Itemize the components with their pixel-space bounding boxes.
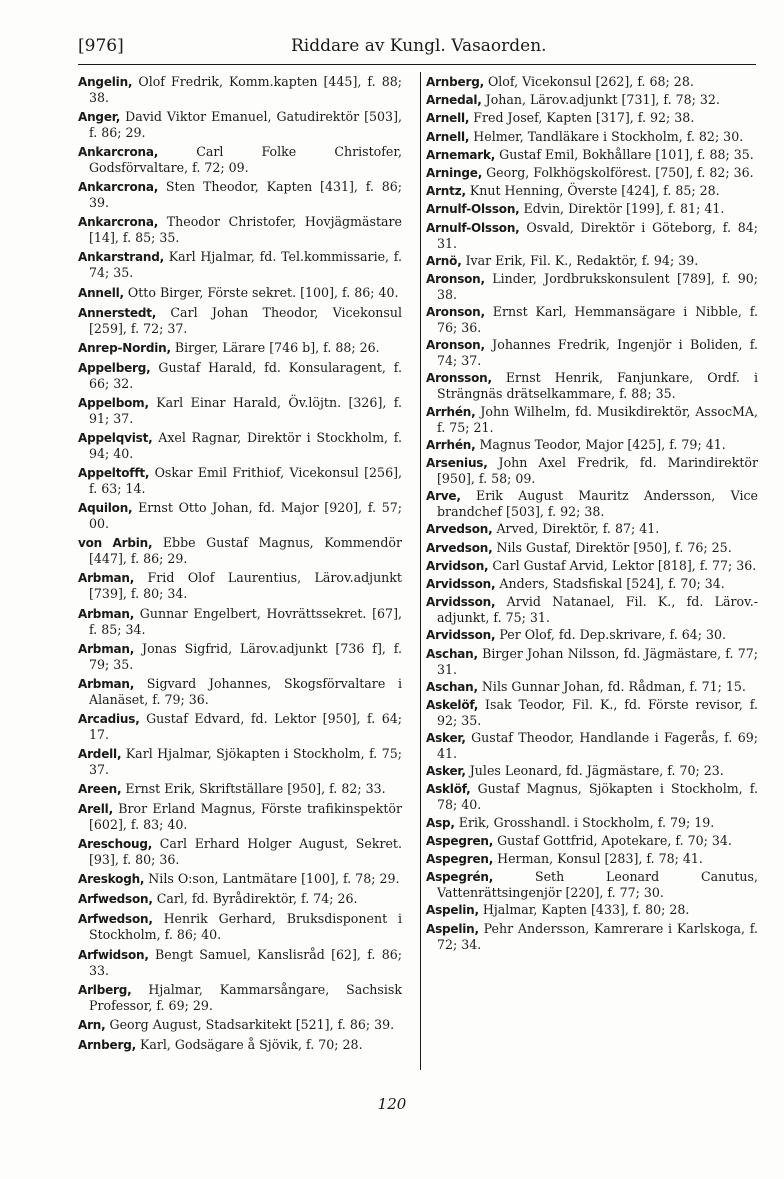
register-entry [78,801,402,832]
entry-surname: Asker, [426,731,466,746]
register-entry [426,902,758,918]
register-entry [426,558,758,574]
entry-surname: Arfwedson, [78,912,153,927]
entry-details: David Viktor Emanuel, Gatudirektör [503], f. 86; 29. [89,109,402,141]
entry-surname: Arninge, [426,165,483,180]
register-entry [426,833,758,849]
register-entry [78,891,402,907]
entry-surname: Appeltofft, [78,466,150,481]
register-entry [426,921,758,952]
entry-surname: Arbman, [78,676,135,691]
entry-details: Gustaf Theodor, Handlande i Fagerås, f. 69; 41. [437,730,758,762]
register-entry [426,110,758,126]
header-rule [78,64,756,65]
entry-details: Karl Einar Harald, Öv.löjtn. [326], f. 91; 37. [89,394,402,426]
register-entry [78,74,402,105]
register-entry [426,74,758,90]
register-entry [78,285,402,301]
entry-surname: Anrep-Nordin, [78,340,171,355]
entry-surname: Arnemark, [426,147,496,162]
entry-details: Hjalmar, Kapten [433], f. 80; 28. [478,902,690,918]
register-entry [426,594,758,625]
entry-surname: Annell, [78,285,124,300]
entry-surname: Arvidsson, [426,628,496,643]
entry-details: Gunnar Engelbert, Hovrättssekret. [67], f. 85; 34. [89,605,402,637]
register-entry [426,337,758,368]
entry-details: Gustaf Edvard, fd. Lektor [950], f. 64; 17. [89,710,402,742]
entry-details: Georg August, Stadsarkitekt [521], f. 86; 39. [105,1016,395,1032]
entry-surname: Aronson, [426,305,485,320]
page-header [78,36,756,60]
entry-surname: Aschan, [426,646,478,661]
register-entry [426,437,758,453]
entry-surname: Aspelin, [426,903,479,918]
register-entry [78,570,402,601]
entry-details: Knut Henning, Överste [424], f. 85; 28. [465,183,720,199]
register-entry [78,465,402,496]
entry-details: Hjalmar, Kammarsångare, Sachsisk Professor, f. 69; 29. [89,981,402,1013]
entry-details: Erik August Mauritz Andersson, Vice brandchef [503], f. 92; 38. [437,488,758,520]
entry-surname: Asklöf, [426,782,471,797]
register-entry [426,404,758,435]
entry-details: Karl, Godsägare å Sjövik, f. 70; 28. [135,1036,363,1052]
entry-surname: Aronsson, [426,371,492,386]
entry-surname: Askelöf, [426,697,479,712]
entry-surname: Areschoug, [78,837,153,852]
register-entry [426,851,758,867]
register-entry [426,220,758,251]
entry-surname: Arcadius, [78,711,140,726]
entry-details: Theodor Christofer, Hovjägmästare [14], f. 85; 35. [89,214,402,246]
entry-surname: Ankarstrand, [78,250,165,265]
register-entry [426,201,758,217]
entry-surname: Annerstedt, [78,305,157,320]
entry-details: Gustaf Emil, Bokhållare [101], f. 88; 35. [495,146,754,162]
entry-details: Osvald, Direktör i Göteborg, f. 84; 31. [437,219,758,251]
register-entry [78,781,402,797]
entry-surname: Arnulf-Olsson, [426,220,520,235]
register-entry [78,1037,402,1053]
register-entry [78,144,402,175]
entry-details: John Wilhelm, fd. Musikdirektör, AssocMA, f. 75; 21. [437,403,758,435]
entry-surname: Aschan, [426,679,478,694]
entry-details: Ernst Karl, Hemmansägare i Nibble, f. 76; 36. [437,304,758,336]
entry-details: Nils Gunnar Johan, fd. Rådman, f. 71; 15. [477,678,746,694]
register-entry [426,129,758,145]
entry-details: Birger, Lärare [746 b], f. 88; 26. [170,339,380,355]
entry-surname: Arnberg, [78,1037,136,1052]
entry-surname: Arnö, [426,253,462,268]
register-entry [78,214,402,245]
register-entry [426,781,758,812]
register-entry [426,147,758,163]
entry-surname: Arnberg, [426,75,484,89]
entry-details: Bror Erland Magnus, Förste trafikinspektör [602], f. 83; 40. [89,801,402,833]
entry-surname: Arnedal, [426,93,482,108]
entry-surname: Arnulf-Olsson, [426,202,520,217]
entry-details: Carl, fd. Byrådirektör, f. 74; 26. [152,891,358,907]
register-entry [78,430,402,461]
entry-surname: Arnell, [426,111,470,126]
entry-surname: Arbman, [78,641,135,656]
footer-page-number: 120 [377,1095,407,1113]
register-entry [426,253,758,269]
register-entry [78,871,402,887]
entry-surname: Arvidson, [426,558,489,573]
register-entry [426,697,758,728]
register-entry [426,627,758,643]
register-entry [78,535,402,566]
entry-surname: Ardell, [78,746,122,761]
entry-surname: Appelberg, [78,360,151,375]
register-entry [78,500,402,531]
entry-details: Bengt Samuel, Kanslisråd [62], f. 86; 33. [89,946,402,978]
entry-surname: Arfwidson, [78,947,149,962]
entry-details: Carl Folke Christofer, Godsförvaltare, f. 72; 09. [89,144,402,176]
register-entry [426,271,758,302]
entry-details: Carl Johan Theodor, Vicekonsul [259], f. 72; 37. [89,304,402,336]
entry-details: Karl Hjalmar, fd. Tel.kommissarie, f. 74; 35. [89,249,402,281]
register-entry [78,360,402,391]
entry-surname: Anger, [78,110,121,125]
entry-details: Georg, Folkhögskolförest. [750], f. 82; 36. [482,164,754,180]
entry-details: Herman, Konsul [283], f. 78; 41. [493,851,703,866]
entry-details: Carl Gustaf Arvid, Lektor [818], f. 77; 36. [488,557,757,573]
entry-details: Arvid Natanael, Fil. K., fd. Lärov.-adjunkt, f. 75; 31. [437,594,758,626]
register-entry [78,179,402,210]
entry-details: John Axel Fredrik, fd. Marindirektör [950], f. 58; 09. [437,455,758,486]
entry-surname: Arsenius, [426,456,488,470]
entry-surname: Arvidsson, [426,595,496,610]
entry-surname: Aspegren, [426,833,494,848]
entry-surname: Arn, [78,1017,106,1032]
entry-surname: Aquilon, [78,501,133,516]
running-title: Riddare av Kungl. Vasaorden. [291,36,547,56]
register-entry [78,947,402,978]
register-entry [78,911,402,942]
register-entry [78,641,402,672]
entry-surname: Aspegren, [426,852,494,866]
register-entry [78,711,402,742]
entry-surname: Asp, [426,815,455,830]
entry-details: Jonas Sigfrid, Lärov.adjunkt [736 f], f. 79; 35. [89,640,402,672]
left-column [78,74,402,1057]
entry-details: Ivar Erik, Fil. K., Redaktör, f. 94; 39. [461,252,699,268]
register-entry [78,836,402,867]
entry-details: Erik, Grosshandl. i Stockholm, f. 79; 19. [454,814,715,830]
entry-details: Sigvard Johannes, Skogsförvaltare i Alanäset, f. 79; 36. [89,675,402,707]
entry-surname: Aronson, [426,338,485,353]
entry-surname: Angelin, [78,75,133,89]
column-divider [420,72,421,1070]
register-entry [426,679,758,695]
register-entry [426,815,758,831]
register-entry [78,982,402,1013]
entry-surname: Arrhén, [426,404,476,419]
entry-details: Edvin, Direktör [199], f. 81; 41. [519,201,725,217]
entry-details: Gustaf Magnus, Sjökapten i Stockholm, f. 78; 40. [437,781,758,813]
entry-surname: Ankarcrona, [78,215,159,230]
entry-details: Frid Olof Laurentius, Lärov.adjunkt [739], f. 80; 34. [89,570,402,602]
entry-details: Ebbe Gustaf Magnus, Kommendör [447], f. 86; 29. [89,535,402,567]
register-entry [78,109,402,140]
register-entry [426,165,758,181]
entry-surname: Areen, [78,781,122,796]
entry-details: Linder, Jordbrukskonsulent [789], f. 90; 38. [437,270,758,302]
entry-surname: Aspegrén, [426,870,494,885]
register-entry [426,540,758,556]
register-entry [426,521,758,537]
entry-details: Nils O:son, Lantmätare [100], f. 78; 29. [144,871,400,887]
register-entry [426,304,758,335]
entry-surname: Arbman, [78,571,135,586]
register-entry [78,606,402,637]
entry-surname: Arnell, [426,129,470,144]
entry-surname: Arntz, [426,184,466,199]
entry-surname: Arlberg, [78,982,132,997]
register-entry [426,730,758,761]
entry-details: Johan, Lärov.adjunkt [731], f. 78; 32. [481,92,720,108]
register-entry [78,676,402,707]
register-entry [426,455,758,486]
entry-details: Pehr Andersson, Kamrerare i Karlskoga, f. 72; 34. [437,920,758,952]
register-entry [426,646,758,677]
entry-surname: Arrhén, [426,437,476,452]
entry-surname: Arell, [78,802,113,817]
entry-details: Otto Birger, Förste sekret. [100], f. 86; 40. [123,284,399,300]
register-entry [78,746,402,777]
entry-details: Gustaf Harald, fd. Konsularagent, f. 66; 32. [89,359,402,391]
register-entry [78,249,402,280]
entry-details: Magnus Teodor, Major [425], f. 79; 41. [475,436,726,452]
entry-details: Olof, Vicekonsul [262], f. 68; 28. [483,74,694,89]
entry-surname: Arbman, [78,606,135,621]
entry-surname: Arvedson, [426,540,493,555]
entry-details: Seth Leonard Canutus, Vattenrättsingenjör [220], f. 77; 30. [437,869,758,901]
register-entry [78,395,402,426]
register-entry [426,183,758,199]
entry-details: Ernst Erik, Skriftställare [950], f. 82; 33. [121,780,386,796]
entry-details: Ernst Otto Johan, fd. Major [920], f. 57; 00. [89,500,402,532]
entry-details: Karl Hjalmar, Sjökapten i Stockholm, f. 75; 37. [89,745,402,777]
entry-details: Oskar Emil Frithiof, Vicekonsul [256], f. 63; 14. [89,465,402,497]
entry-surname: Arfwedson, [78,892,153,907]
entry-details: Gustaf Gottfrid, Apotekare, f. 70; 34. [493,832,732,848]
entry-details: Isak Teodor, Fil. K., fd. Förste revisor, f. 92; 35. [437,696,758,728]
entry-surname: Arve, [426,489,461,504]
register-entry [426,92,758,108]
entry-surname: Appelbom, [78,395,149,410]
entry-surname: Ankarcrona, [78,145,159,160]
entry-details: Johannes Fredrik, Ingenjör i Boliden, f. 74; 37. [437,337,758,369]
entry-surname: Aspelin, [426,921,479,936]
entry-details: Henrik Gerhard, Bruksdisponent i Stockholm, f. 86; 40. [89,911,402,943]
entry-surname: Aronson, [426,271,485,286]
entry-details: Helmer, Tandläkare i Stockholm, f. 82; 30. [469,128,744,144]
register-entry [426,370,758,401]
entry-details: Nils Gustaf, Direktör [950], f. 76; 25. [492,539,732,555]
register-entry [78,340,402,356]
register-entry [78,1017,402,1033]
entry-surname: Asker, [426,764,466,779]
right-column [426,74,758,954]
entry-details: Birger Johan Nilsson, fd. Jägmästare, f. 77; 31. [437,645,758,677]
entry-details: Olof Fredrik, Komm.kapten [445], f. 88; 38. [89,74,402,105]
entry-details: Sten Theodor, Kapten [431], f. 86; 39. [89,179,402,211]
entry-surname: Areskogh, [78,872,145,887]
entry-details: Jules Leonard, fd. Jägmästare, f. 70; 23. [465,763,724,779]
entry-details: Fred Josef, Kapten [317], f. 92; 38. [469,110,695,126]
entry-surname: von Arbin, [78,536,153,551]
entry-details: Anders, Stadsfiskal [524], f. 70; 34. [495,575,725,591]
entry-details: Ernst Henrik, Fanjunkare, Ordf. i Strängnäs drätselkammare, f. 88; 35. [437,370,758,402]
page-number-top: [976] [78,36,124,56]
entry-surname: Appelqvist, [78,431,153,446]
entry-surname: Arvedson, [426,522,493,537]
entry-details: Axel Ragnar, Direktör i Stockholm, f. 94; 40. [89,430,402,462]
register-entry [426,763,758,779]
register-entry [426,488,758,519]
register-entry [78,305,402,336]
entry-details: Arved, Direktör, f. 87; 41. [492,521,660,537]
entry-details: Per Olof, fd. Dep.skrivare, f. 64; 30. [495,627,727,643]
entry-details: Carl Erhard Holger August, Sekret. [93], f. 80; 36. [89,836,402,868]
register-entry [426,869,758,900]
entry-surname: Ankarcrona, [78,180,159,195]
register-entry [426,576,758,592]
entry-surname: Arvidsson, [426,576,496,591]
